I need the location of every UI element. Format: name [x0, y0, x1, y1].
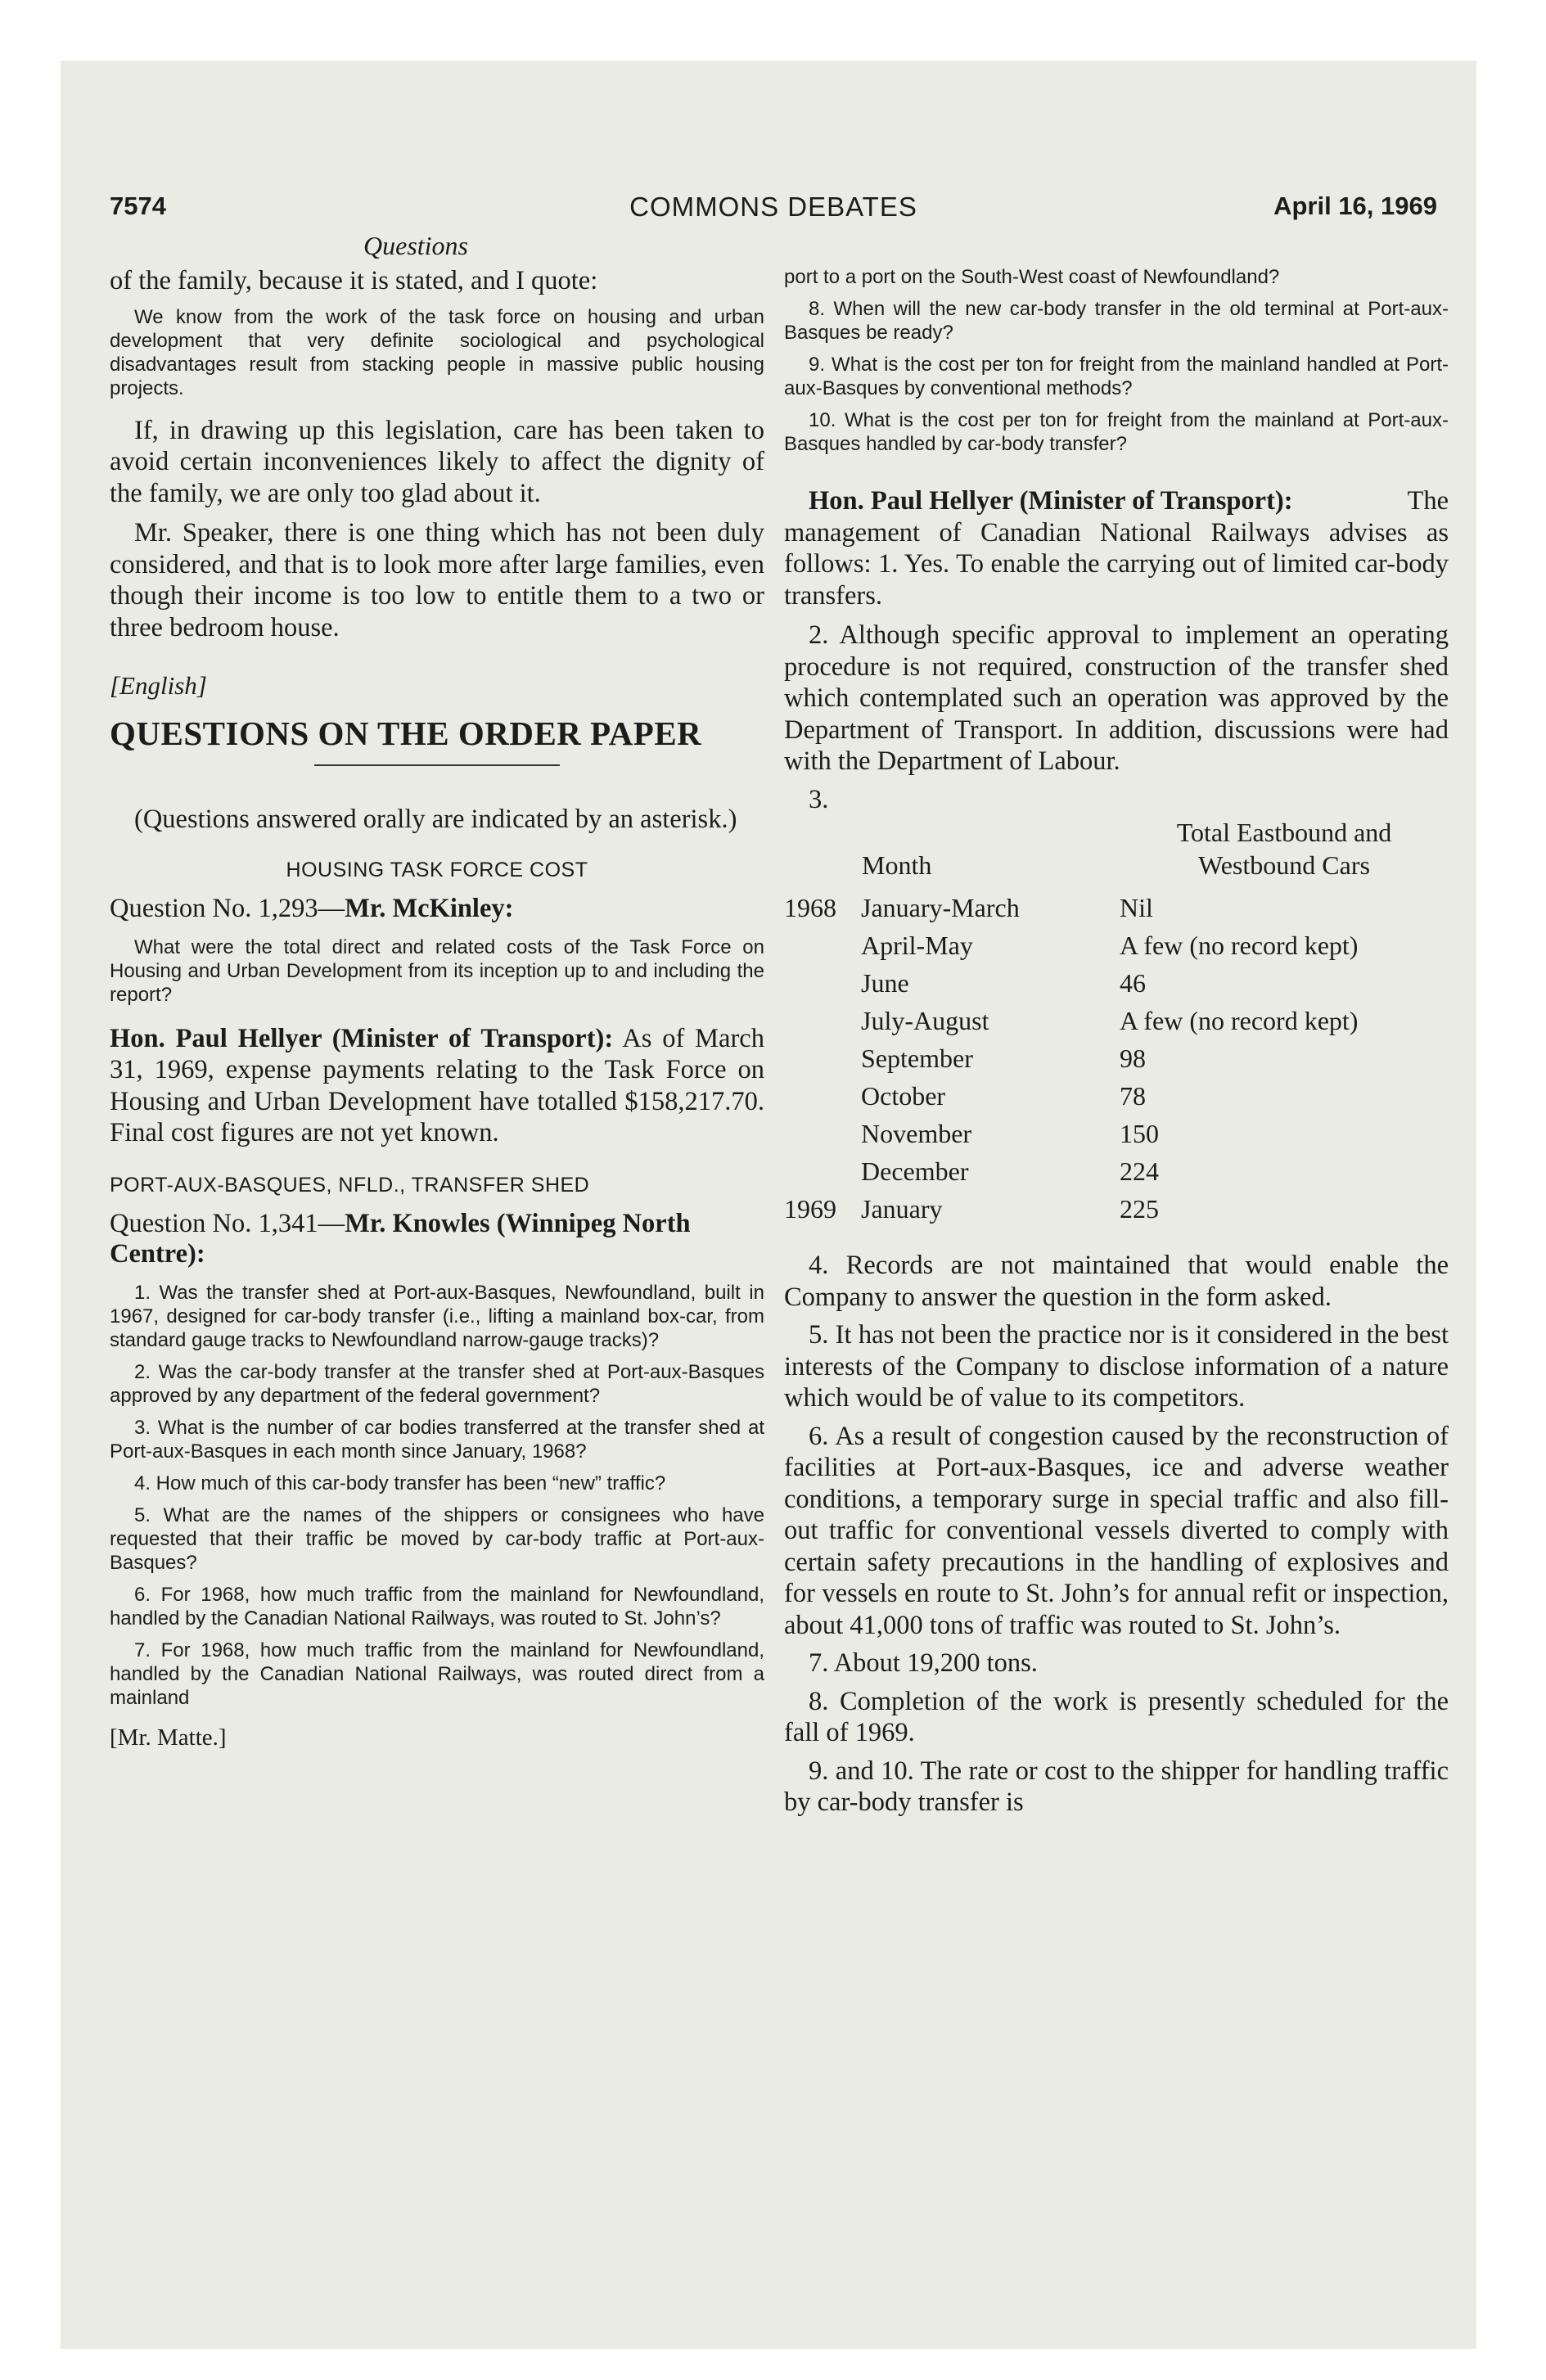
- cars-cell: 150: [1120, 1119, 1159, 1148]
- year-cell: [784, 1044, 861, 1081]
- table-row: [784, 893, 1449, 931]
- table-row: [784, 1156, 1449, 1194]
- answer-item: 8. Completion of the work is presently scheduled for the fall of 1969.: [784, 1686, 1449, 1747]
- question-item-continued: port to a port on the South-West coast of Newfoundland?: [784, 266, 1280, 288]
- left-column: [110, 265, 764, 1751]
- cars-cell: 225: [1120, 1194, 1159, 1224]
- question-item: 7. For 1968, how much traffic from the mainland for Newfoundland, handled by the Canadian National Railways, was routed direct from a mainland: [110, 1639, 764, 1709]
- month-cell: April-May: [861, 931, 973, 960]
- car-transfer-table: [784, 815, 1449, 1232]
- table-row: [784, 1006, 1449, 1044]
- cars-cell: Nil: [1120, 893, 1153, 922]
- question-item: 10. What is the cost per ton for freight from the mainland at Port-aux-Basques handled by car-body transfer?: [784, 409, 1449, 455]
- question-item: 2. Was the car-body transfer at the transfer shed at Port-aux-Basques approved by any department of the federal government?: [110, 1360, 764, 1407]
- answer-item: 2. Although specific approval to implement an operating procedure is not required, construction of the transfer shed which contemplated such an operation was approved by the Department of Transport. In addition, discussions were had with the Department of Labour.: [784, 620, 1449, 776]
- question-item: 6. For 1968, how much traffic from the mainland for Newfoundland, handled by the Canadian National Railways, was routed to St. John’s?: [110, 1583, 764, 1629]
- year-cell: [784, 931, 861, 968]
- question-item: 3. What is the number of car bodies transferred at the transfer shed at Port-aux-Basques in each month since January, 1968?: [110, 1416, 764, 1463]
- answer-item: 7. About 19,200 tons.: [809, 1648, 1038, 1678]
- section-heading: QUESTIONS ON THE ORDER PAPER: [110, 714, 702, 752]
- page-date: April 16, 1969: [1273, 192, 1437, 220]
- question-item: 5. What are the names of the shippers or consignees who have requested that their traffic be moved by car-body traffic at Port-aux-Basques?: [110, 1503, 764, 1574]
- year-cell: [784, 968, 861, 1006]
- question-item: 1. Was the transfer shed at Port-aux-Basques, Newfoundland, built in 1967, designed for car-body transfer (i.e., lifting a mainland box-car, from standard gauge tracks to Newfoundland narrow-gauge tracks)?: [110, 1281, 764, 1351]
- month-cell: July-August: [861, 1006, 989, 1035]
- section-running-head: Questions: [363, 231, 468, 260]
- table-row: [784, 1119, 1449, 1156]
- year-cell: [784, 1156, 861, 1194]
- cars-cell: 224: [1120, 1156, 1159, 1186]
- answer-item: 6. As a result of congestion caused by the reconstruction of facilities at Port-aux-Basques, ice and adverse weather conditions, a temporary surge in special traffic and also fill-out traffic for conventional vessels diverted to comply with certain safety precautions in the handling of explosives and for vessels en route to St. John’s for annual refit or inspection, about 41,000 tons of traffic was routed to St. John’s.: [784, 1421, 1449, 1640]
- month-cell: September: [861, 1044, 973, 1073]
- year-cell: 1969: [784, 1194, 836, 1224]
- language-tag-text: English: [119, 671, 197, 700]
- month-cell: January: [861, 1194, 943, 1224]
- question-heading-port: PORT-AUX-BASQUES, NFLD., TRANSFER SHED: [110, 1173, 590, 1197]
- month-cell: January-March: [861, 893, 1020, 922]
- answer-text: As of March 31, 1969, expense payments relating to the Task Force on Housing and Urban Development have totalled $158,217.70. Final cost figures are not yet known.: [110, 1023, 764, 1147]
- question-text: What were the total direct and related costs of the Task Force on Housing and Urban Development from its inception up to and including the report?: [110, 935, 764, 1006]
- questioner: Mr. McKinley:: [345, 893, 514, 923]
- table-row: [784, 931, 1449, 968]
- table-header-row: [784, 815, 1449, 893]
- question-no-label: Question No. 1,293—: [110, 893, 345, 923]
- cars-cell: A few (no record kept): [1120, 931, 1359, 960]
- paragraph: of the family, because it is stated, and I quote:: [110, 266, 598, 295]
- question-item: 4. How much of this car-body transfer has been “new” traffic?: [134, 1472, 666, 1494]
- cars-cell: 46: [1120, 968, 1146, 998]
- month-cell: June: [861, 968, 909, 998]
- table-row: [784, 968, 1449, 1006]
- answer-item-label: 3.: [809, 784, 829, 814]
- table-row: [784, 1194, 1449, 1232]
- answerer: Hon. Paul Hellyer (Minister of Transport):: [110, 1023, 614, 1053]
- page-header: [110, 192, 1437, 228]
- answer-item: 9. and 10. The rate or cost to the shipper for handling traffic by car-body transfer is: [784, 1756, 1449, 1817]
- table-row: [784, 1081, 1449, 1119]
- question-number: [110, 894, 764, 924]
- question-number: [110, 1209, 764, 1269]
- questioner: Mr. Knowles (Winnipeg North Centre):: [110, 1208, 691, 1269]
- page-number: 7574: [110, 192, 166, 220]
- cars-cell: 98: [1120, 1044, 1146, 1073]
- cars-cell: 78: [1120, 1081, 1146, 1111]
- question-item: 9. What is the cost per ton for freight from the mainland handled at Port-aux-Basques by conventional methods?: [784, 354, 1449, 399]
- question-no-label: Question No. 1,341—: [110, 1208, 345, 1238]
- answer: [110, 1023, 764, 1149]
- answer-text: The management of Canadian National Railways advises as follows: 1. Yes. To enable the carrying out of limited car-body transfers.: [784, 486, 1449, 611]
- year-cell: [784, 1119, 861, 1156]
- question-heading-housing: HOUSING TASK FORCE COST: [286, 858, 588, 881]
- year-cell: [784, 1081, 861, 1119]
- column-header-month: Month: [862, 850, 932, 880]
- asterisk-note: (Questions answered orally are indicated by an asterisk.): [134, 805, 737, 834]
- publication-title: COMMONS DEBATES: [629, 192, 917, 222]
- footer-speaker: [Mr. Matte.]: [110, 1724, 227, 1751]
- answerer: Hon. Paul Hellyer (Minister of Transport):: [809, 486, 1293, 516]
- column-header-total: Total Eastbound and Westbound Cars: [1176, 818, 1392, 880]
- answer-item: 5. It has not been the practice nor is it considered in the best interests of the Company to disclose information of a nature which would be of value to its competitors.: [784, 1320, 1449, 1413]
- right-column: [784, 265, 1449, 1825]
- year-cell: [784, 1006, 861, 1044]
- question-item: 8. When will the new car-body transfer in the old terminal at Port-aux-Basques be ready?: [784, 298, 1449, 344]
- month-cell: December: [861, 1156, 969, 1186]
- quoted-text: We know from the work of the task force on housing and urban development that very definite sociological and psychological disadvantages result from stacking people in massive public housing projects.: [110, 305, 764, 399]
- answer-item: 4. Records are not maintained that would enable the Company to answer the question in the form asked.: [784, 1251, 1449, 1312]
- month-cell: November: [861, 1119, 972, 1148]
- table-row: [784, 1044, 1449, 1081]
- paragraph: Mr. Speaker, there is one thing which has not been duly considered, and that is to look more after large families, even though their income is too low to entitle them to a two or three bedroom house.: [110, 518, 764, 642]
- heading-rule: [314, 764, 560, 766]
- year-cell: 1968: [784, 893, 836, 922]
- month-cell: October: [861, 1081, 946, 1111]
- answer: [784, 485, 1449, 611]
- language-tag: [English]: [110, 671, 207, 700]
- paragraph: If, in drawing up this legislation, care has been taken to avoid certain inconveniences likely to affect the dignity of the family, we are only too glad about it.: [110, 415, 764, 508]
- cars-cell: A few (no record kept): [1120, 1006, 1359, 1035]
